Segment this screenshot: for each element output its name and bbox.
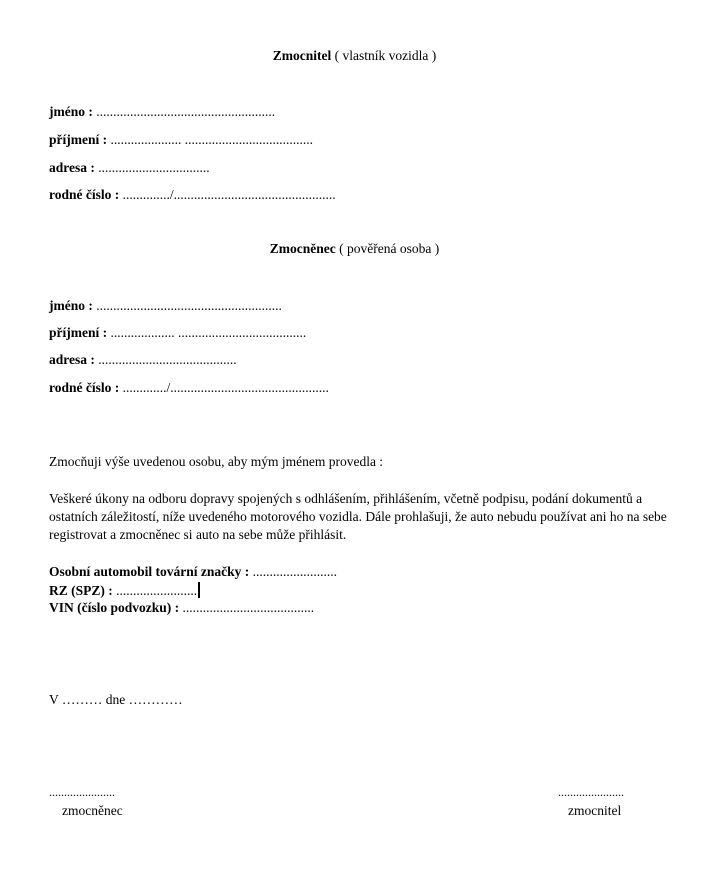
vehicle-vin-field[interactable] xyxy=(49,600,314,616)
field-blank[interactable]: ..................... ...................................... xyxy=(107,132,313,147)
field-blank[interactable]: ....................................... xyxy=(179,600,315,615)
field-label: jméno : xyxy=(49,104,93,119)
zmocnitel-heading xyxy=(0,48,709,64)
zmocnitel-heading-bold: Zmocnitel xyxy=(272,48,332,63)
field-blank[interactable]: ................................. xyxy=(94,160,210,175)
zmocnitel-name-field[interactable] xyxy=(49,104,275,120)
zmocnitel-surname-field[interactable] xyxy=(49,132,313,148)
field-blank[interactable]: ....................................................... xyxy=(92,298,282,313)
zmocnenec-heading-note: ( pověřená osoba ) xyxy=(335,241,440,256)
signature-label-zmocnitel: zmocnitel xyxy=(568,803,622,818)
vehicle-brand-field[interactable] xyxy=(49,564,337,580)
zmocnitel-address-field[interactable] xyxy=(49,160,210,176)
field-label: příjmení : xyxy=(49,132,108,147)
field-label: adresa : xyxy=(49,160,95,175)
zmocnenec-heading xyxy=(0,241,709,257)
zmocnitel-heading-note: ( vlastník vozidla ) xyxy=(331,48,437,63)
field-blank[interactable]: ..................................................... xyxy=(92,104,276,119)
field-blank[interactable]: ......................... xyxy=(249,564,338,579)
field-blank[interactable]: ......................................... xyxy=(94,352,237,367)
authorization-body: Veškeré úkony na odboru dopravy spojených s odhlášením, přihlášením, včetně podpisu, podání dokumentů a ostatních záležitostí, níže uvedeného motorového vozidla. Dále prohlašuji, že auto nebudu používat ani ho na sebe registrovat a zmocněnec si auto na sebe může přihlásit. xyxy=(49,491,667,542)
signature-line-zmocnenec[interactable]: ...................... xyxy=(49,785,115,799)
field-blank[interactable]: ................... ...................................... xyxy=(107,325,307,340)
authorization-intro: Zmocňuji výše uvedenou osobu, aby mým jménem provedla : xyxy=(49,454,384,469)
field-label: příjmení : xyxy=(49,325,108,340)
field-label: jméno : xyxy=(49,298,93,313)
zmocnenec-name-field[interactable] xyxy=(49,298,282,314)
field-label: RZ (SPZ) : xyxy=(49,583,113,598)
signature-line-zmocnitel[interactable]: ...................... xyxy=(558,785,624,799)
zmocnenec-heading-bold: Zmocněnec xyxy=(269,241,336,256)
text-cursor xyxy=(198,582,200,598)
field-label: rodné číslo : xyxy=(49,380,120,395)
field-blank[interactable]: ............../................................................ xyxy=(119,187,336,202)
signature-label-zmocnenec: zmocněnec xyxy=(62,803,123,818)
field-label: Osobní automobil tovární značky : xyxy=(49,564,250,579)
field-blank[interactable]: ............./............................................... xyxy=(119,380,329,395)
field-label: rodné číslo : xyxy=(49,187,120,202)
vehicle-rz-field[interactable] xyxy=(49,582,200,599)
place-date-line[interactable]: V ……… dne ………… xyxy=(49,692,183,707)
zmocnenec-birth-number-field[interactable] xyxy=(49,380,329,396)
zmocnenec-address-field[interactable] xyxy=(49,352,237,368)
field-blank[interactable]: ........................ xyxy=(112,583,198,598)
zmocnitel-birth-number-field[interactable] xyxy=(49,187,336,203)
field-label: adresa : xyxy=(49,352,95,367)
field-label: VIN (číslo podvozku) : xyxy=(49,600,180,615)
zmocnenec-surname-field[interactable] xyxy=(49,325,306,341)
